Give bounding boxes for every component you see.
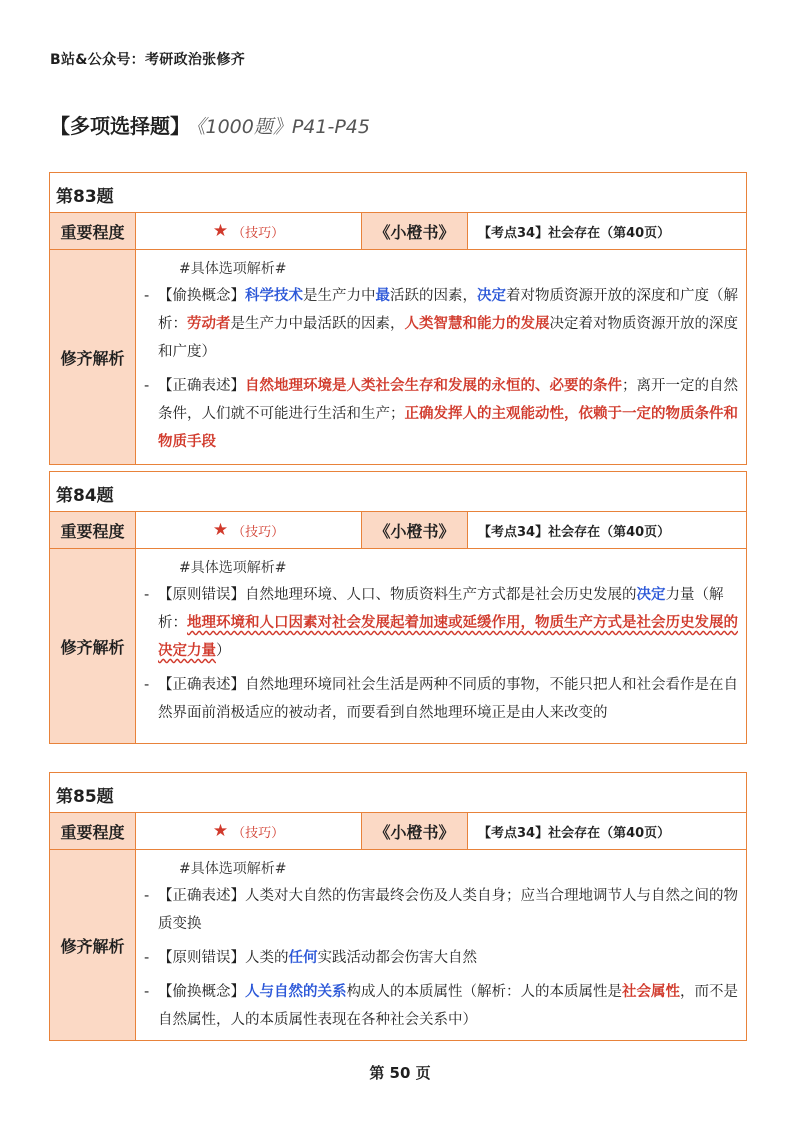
item-tag: 【正确表述】 — [158, 677, 245, 693]
item-tag: 【偷换概念】 — [158, 984, 245, 1000]
question-85-block — [49, 772, 747, 1041]
page-number: 第 50 页 — [369, 1064, 431, 1082]
item-tag: 【偷换概念】 — [158, 288, 245, 304]
highlight-text: 社会属性 — [622, 984, 680, 1000]
item-text: 决定着对物质资源开放的深度和广度） — [158, 316, 738, 360]
question-85-title: 第85题 — [50, 773, 746, 813]
star-icon: ★ — [212, 221, 229, 241]
bullet-dash: - — [144, 888, 150, 904]
question-84-block — [49, 471, 747, 744]
analysis-item — [142, 372, 742, 456]
importance-label: 重要程度 — [50, 813, 136, 849]
highlight-text: 人类智慧和能力的发展 — [404, 316, 550, 332]
page-title — [50, 110, 370, 139]
highlight-text: 最 — [375, 288, 390, 304]
analysis-subheader: #具体选项解析# — [179, 560, 287, 576]
highlight-text: 地理环境和人口因素对社会发展起着加速或延缓作用，物质生产方式是社会历史发展的决定力量 — [158, 615, 738, 659]
page-title-sub: 《1000题》P41-P45 — [196, 116, 370, 138]
importance-value — [136, 813, 362, 849]
importance-label: 重要程度 — [50, 213, 136, 249]
bullet-dash: - — [144, 677, 150, 693]
analysis-item — [142, 671, 742, 727]
item-text: ，而不是自然属性，人的本质属性表现在各种社会关系中） — [158, 984, 738, 1028]
analysis-content — [136, 549, 746, 743]
highlight-text: 劳动者 — [187, 316, 231, 332]
book-label: 《小橙书》 — [362, 213, 468, 249]
item-text: 人类对大自然的伤害最终会伤及人类自身；应当合理地调节人与自然之间的物质变换 — [158, 888, 738, 932]
analysis-subheader: #具体选项解析# — [179, 261, 287, 277]
analysis-item — [142, 944, 742, 972]
page-title-main: 【多项选择题】 — [50, 114, 190, 138]
book-label: 《小橙书》 — [362, 813, 468, 849]
item-text: 着对物质资源开放的深度和广度（解析： — [158, 288, 738, 332]
highlight-text: 正确发挥人的主观能动性，依赖于一定的物质条件和物质手段 — [158, 406, 738, 450]
analysis-content — [136, 250, 746, 464]
question-84-analysis — [50, 549, 746, 743]
item-text: 力量（解析： — [158, 587, 724, 631]
question-83-title: 第83题 — [50, 173, 746, 213]
highlight-text: 任何 — [288, 950, 318, 966]
header-source: B站&公众号：考研政治张修齐 — [50, 52, 246, 68]
skill-tag: （技巧） — [232, 825, 285, 841]
question-83-meta-row — [50, 213, 746, 250]
analysis-item — [142, 581, 742, 665]
book-label: 《小橙书》 — [362, 512, 468, 548]
highlight-text: 决定 — [636, 587, 666, 603]
topic-label: 【考点34】社会存在（第40页） — [478, 825, 671, 841]
highlight-text: 自然地理环境是人类社会生存和发展的永恒的、必要的条件 — [245, 378, 622, 394]
question-84-title: 第84题 — [50, 472, 746, 512]
question-85-analysis — [50, 850, 746, 1040]
item-text: 活跃的因素， — [390, 288, 477, 304]
importance-value — [136, 213, 362, 249]
item-text: 人类的 — [245, 950, 289, 966]
topic-label: 【考点34】社会存在（第40页） — [478, 524, 671, 540]
item-text: ） — [216, 643, 231, 659]
item-text: 自然地理环境、人口、物质资料生产方式都是社会历史发展的 — [245, 587, 637, 603]
skill-tag: （技巧） — [232, 524, 285, 540]
question-84-meta-row — [50, 512, 746, 549]
item-tag: 【正确表述】 — [158, 378, 245, 394]
bullet-dash: - — [144, 587, 150, 603]
analysis-label: 修齐解析 — [50, 549, 136, 743]
analysis-item — [142, 978, 742, 1034]
item-text: 是生产力中 — [303, 288, 376, 304]
analysis-item — [142, 882, 742, 938]
topic-label: 【考点34】社会存在（第40页） — [478, 225, 671, 241]
item-text: 构成人的本质属性（解析：人的本质属性是 — [346, 984, 622, 1000]
bullet-dash: - — [144, 950, 150, 966]
importance-value — [136, 512, 362, 548]
analysis-content — [136, 850, 746, 1040]
skill-tag: （技巧） — [232, 225, 285, 241]
question-83-analysis — [50, 250, 746, 464]
question-83-block — [49, 172, 747, 465]
bullet-dash: - — [144, 984, 150, 1000]
item-text: 是生产力中最活跃的因素， — [230, 316, 405, 332]
question-85-meta-row — [50, 813, 746, 850]
bullet-dash: - — [144, 288, 150, 304]
analysis-label: 修齐解析 — [50, 850, 136, 1040]
item-tag: 【正确表述】 — [158, 888, 245, 904]
highlight-text: 科学技术 — [245, 288, 303, 304]
star-icon: ★ — [212, 821, 229, 841]
item-tag: 【原则错误】 — [158, 587, 245, 603]
bullet-dash: - — [144, 378, 150, 394]
analysis-item — [142, 282, 742, 366]
item-text: 实践活动都会伤害大自然 — [317, 950, 477, 966]
item-text: 自然地理环境同社会生活是两种不同质的事物，不能只把人和社会看作是在自然界面前消极适应的被动者，而要看到自然地理环境正是由人来改变的 — [158, 677, 738, 721]
item-tag: 【原则错误】 — [158, 950, 245, 966]
item-text: ；离开一定的自然条件，人们就不可能进行生活和生产； — [158, 378, 738, 422]
importance-label: 重要程度 — [50, 512, 136, 548]
highlight-text: 人与自然的关系 — [245, 984, 347, 1000]
highlight-text: 决定 — [477, 288, 506, 304]
star-icon: ★ — [212, 520, 229, 540]
analysis-subheader: #具体选项解析# — [179, 861, 287, 877]
analysis-label: 修齐解析 — [50, 250, 136, 464]
